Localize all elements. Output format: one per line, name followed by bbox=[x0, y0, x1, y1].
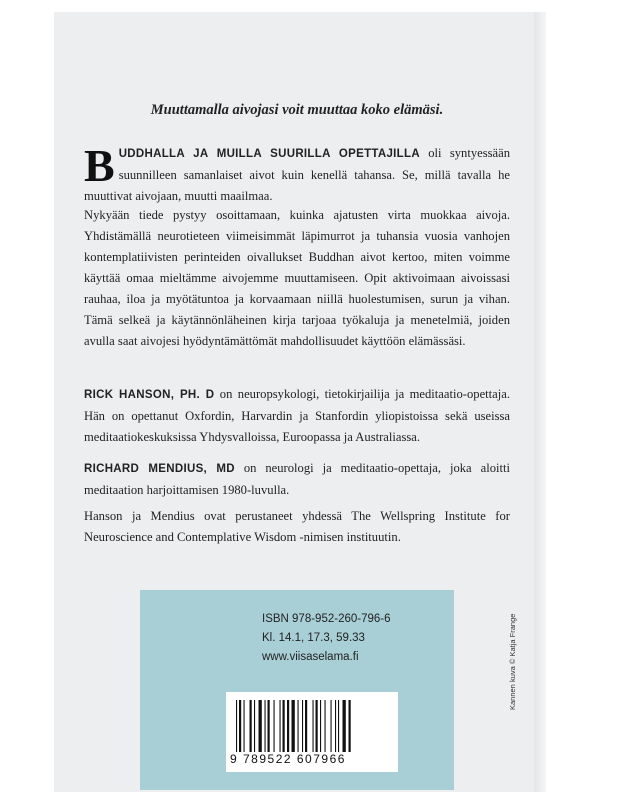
publisher-url: www.viisaselama.fi bbox=[262, 651, 359, 663]
author1-text: on neuropsykologi, tietokirjailija ja meditaatio-opettaja. Hän on opettanut Oxfordin, Harvardin ja Stanfordin yliopistoissa sekä useissa meditaatiokeskuksissa Yhdysvalloissa, Euroopassa ja Australiassa. bbox=[84, 387, 510, 444]
classification-line: Kl. 14.1, 17.3, 59.33 bbox=[262, 632, 365, 644]
institute-paragraph: Hanson ja Mendius ovat perustaneet yhdessä The Wellspring Institute for Neuroscience and Contemplative Wisdom -nimisen instituutin. bbox=[84, 509, 510, 544]
drop-cap: B bbox=[84, 140, 115, 191]
author1-bio bbox=[84, 384, 510, 448]
intro-paragraph bbox=[84, 140, 510, 207]
photo-credit: Kannen kuva © Katja Frange bbox=[508, 613, 517, 710]
author1-name: RICK HANSON, PH. D bbox=[84, 389, 215, 401]
author2-bio bbox=[84, 458, 510, 501]
barcode-number: 9 789522 607966 bbox=[230, 752, 346, 766]
barcode bbox=[236, 700, 390, 752]
author2-name: RICHARD MENDIUS, MD bbox=[84, 463, 235, 475]
author2-text: on neurologi ja meditaatio-opettaja, joka aloitti meditaation harjoittamisen 1980-luvulla. bbox=[84, 461, 510, 497]
isbn-line: ISBN 978-952-260-796-6 bbox=[262, 613, 391, 625]
intro-smallcaps: UDDHALLA JA MUILLA SUURILLA OPETTAJILLA bbox=[118, 148, 420, 160]
intro-text: oli syntyessään suunnilleen samanlaiset aivot kuin kenellä tahansa. Se, millä tavalla he muuttivat aivojaan, muutti maailmaa. bbox=[84, 146, 510, 203]
book-spine-edge bbox=[534, 12, 546, 792]
barcode-box bbox=[226, 692, 398, 772]
publication-info bbox=[262, 610, 391, 667]
description-paragraph: Nykyään tiede pystyy osoittamaan, kuinka ajatusten virta muokkaa aivoja. Yhdistämällä neurotieteen viimeisimmät läpimurrot ja tuhansia vuosia vanhojen kontemplatiivisten perinteiden oivallukset Buddhan aivot kertoo, miten voimme käyttää omaa mieltämme aivojemme muuttamiseen. Opit aktivoimaan aivoissasi rauhaa, iloa ja myötätuntoa ja korvaamaan niillä huolestumisen, surun ja vihan. Tämä selkeä ja käytännönläheinen kirja tarjoaa työkaluja ja menetelmiä, joiden avulla saat aivojesi hyödyntämättömät mahdollisuudet käyttöön elämässäsi. bbox=[84, 208, 510, 348]
tagline: Muuttamalla aivojasi voit muuttaa koko elämäsi. bbox=[150, 102, 444, 118]
